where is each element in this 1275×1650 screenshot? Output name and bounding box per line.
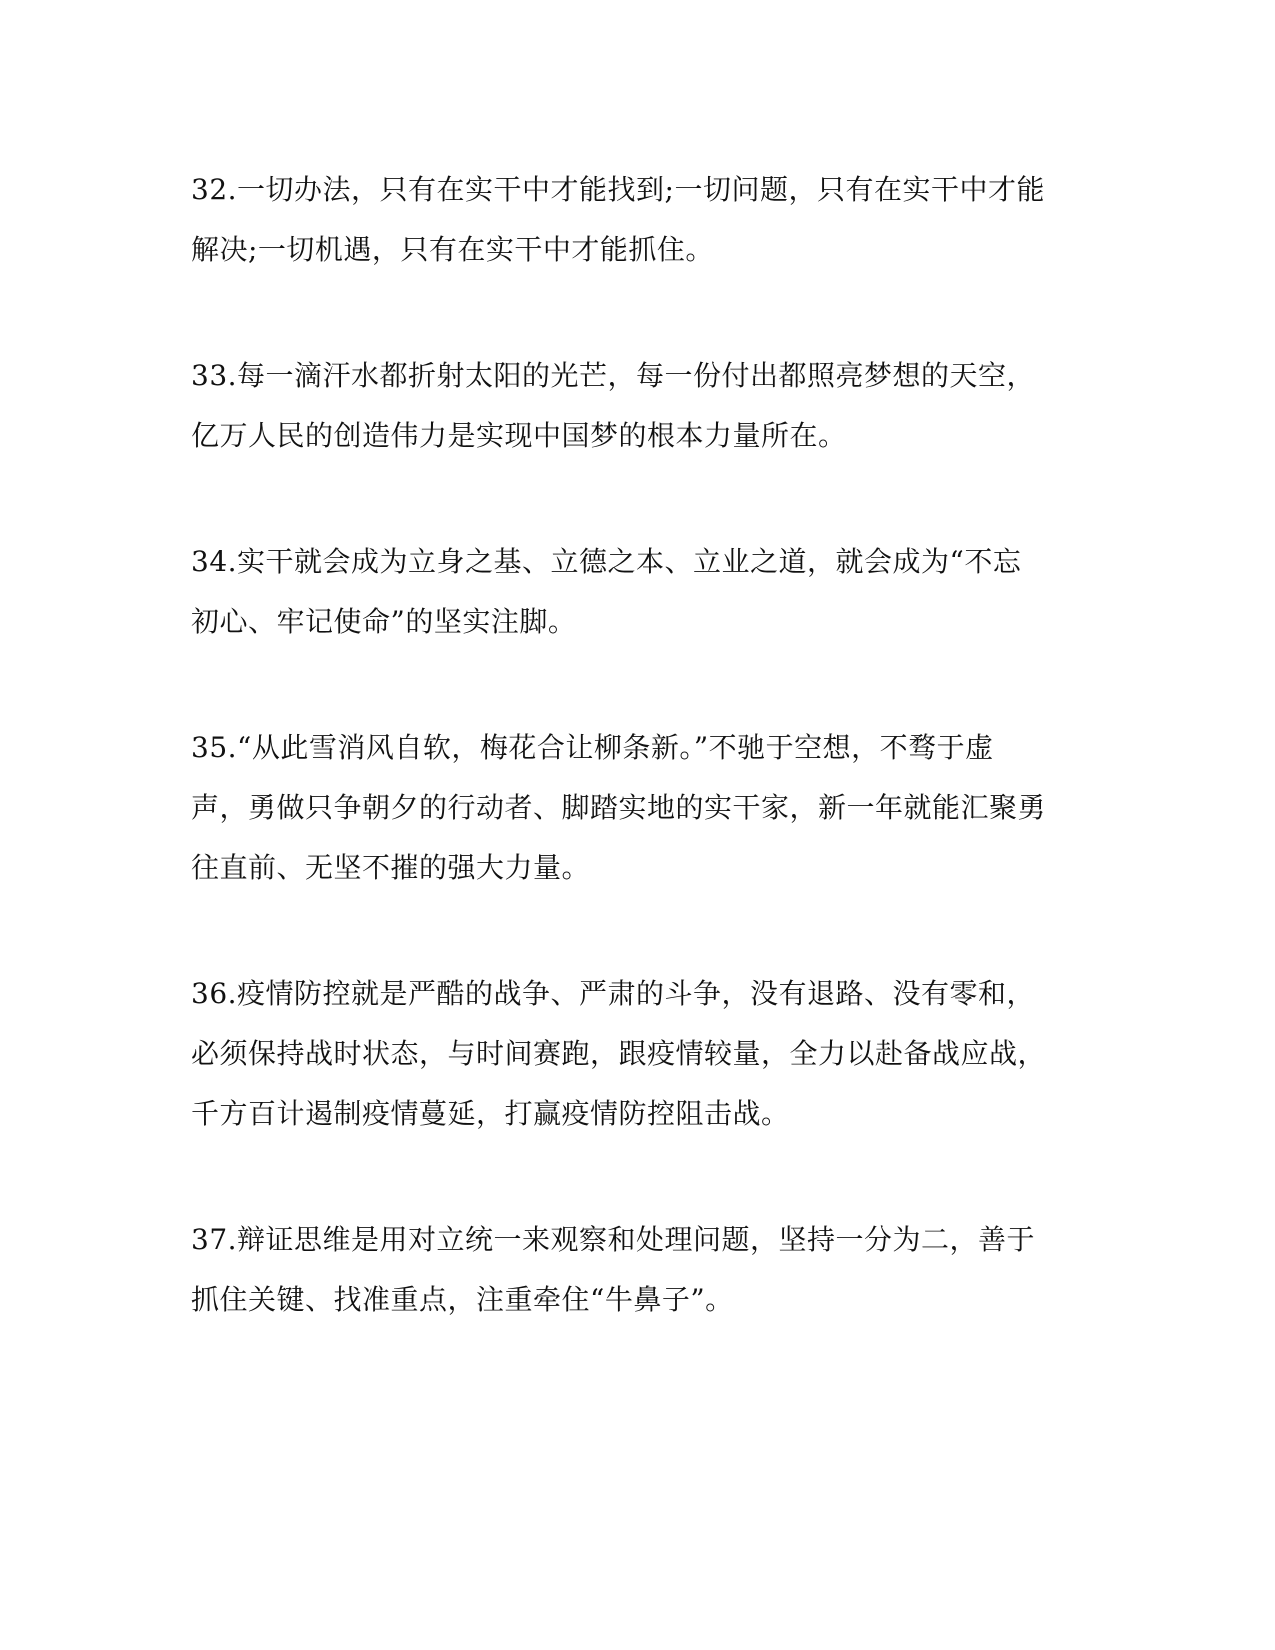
paragraph-33	[191, 346, 1071, 466]
paragraph-line: 解决;一切机遇，只有在实干中才能抓住。	[191, 233, 714, 266]
paragraph-35	[191, 718, 1071, 898]
document-body	[191, 160, 1071, 1330]
paragraph-line: 往直前、无坚不摧的强大力量。	[191, 851, 591, 884]
paragraph-34	[191, 532, 1071, 652]
paragraph-32	[191, 160, 1071, 280]
paragraph-line: 36.疫情防控就是严酷的战争、严肃的斗争，没有退路、没有零和，	[191, 977, 1036, 1010]
paragraph-line: 34.实干就会成为立身之基、立德之本、立业之道，就会成为“不忘	[191, 545, 1022, 578]
paragraph-line: 声，勇做只争朝夕的行动者、脚踏实地的实干家，新一年就能汇聚勇	[191, 791, 1047, 824]
paragraph-37	[191, 1210, 1071, 1330]
paragraph-line: 初心、牢记使命”的坚实注脚。	[191, 605, 577, 638]
paragraph-line: 35.“从此雪消风自软，梅花合让柳条新。”不驰于空想，不骛于虚	[191, 731, 994, 764]
paragraph-36	[191, 964, 1071, 1144]
paragraph-line: 抓住关键、找准重点，注重牵住“牛鼻子”。	[191, 1283, 734, 1316]
paragraph-line: 亿万人民的创造伟力是实现中国梦的根本力量所在。	[191, 419, 847, 452]
paragraph-line: 33.每一滴汗水都折射太阳的光芒，每一份付出都照亮梦想的天空，	[191, 359, 1036, 392]
paragraph-line: 千方百计遏制疫情蔓延，打赢疫情防控阻击战。	[191, 1097, 790, 1130]
paragraph-line: 32.一切办法，只有在实干中才能找到;一切问题，只有在实干中才能	[191, 173, 1045, 206]
paragraph-line: 必须保持战时状态，与时间赛跑，跟疫情较量，全力以赴备战应战，	[191, 1037, 1047, 1070]
paragraph-line: 37.辩证思维是用对立统一来观察和处理问题，坚持一分为二，善于	[191, 1223, 1036, 1256]
